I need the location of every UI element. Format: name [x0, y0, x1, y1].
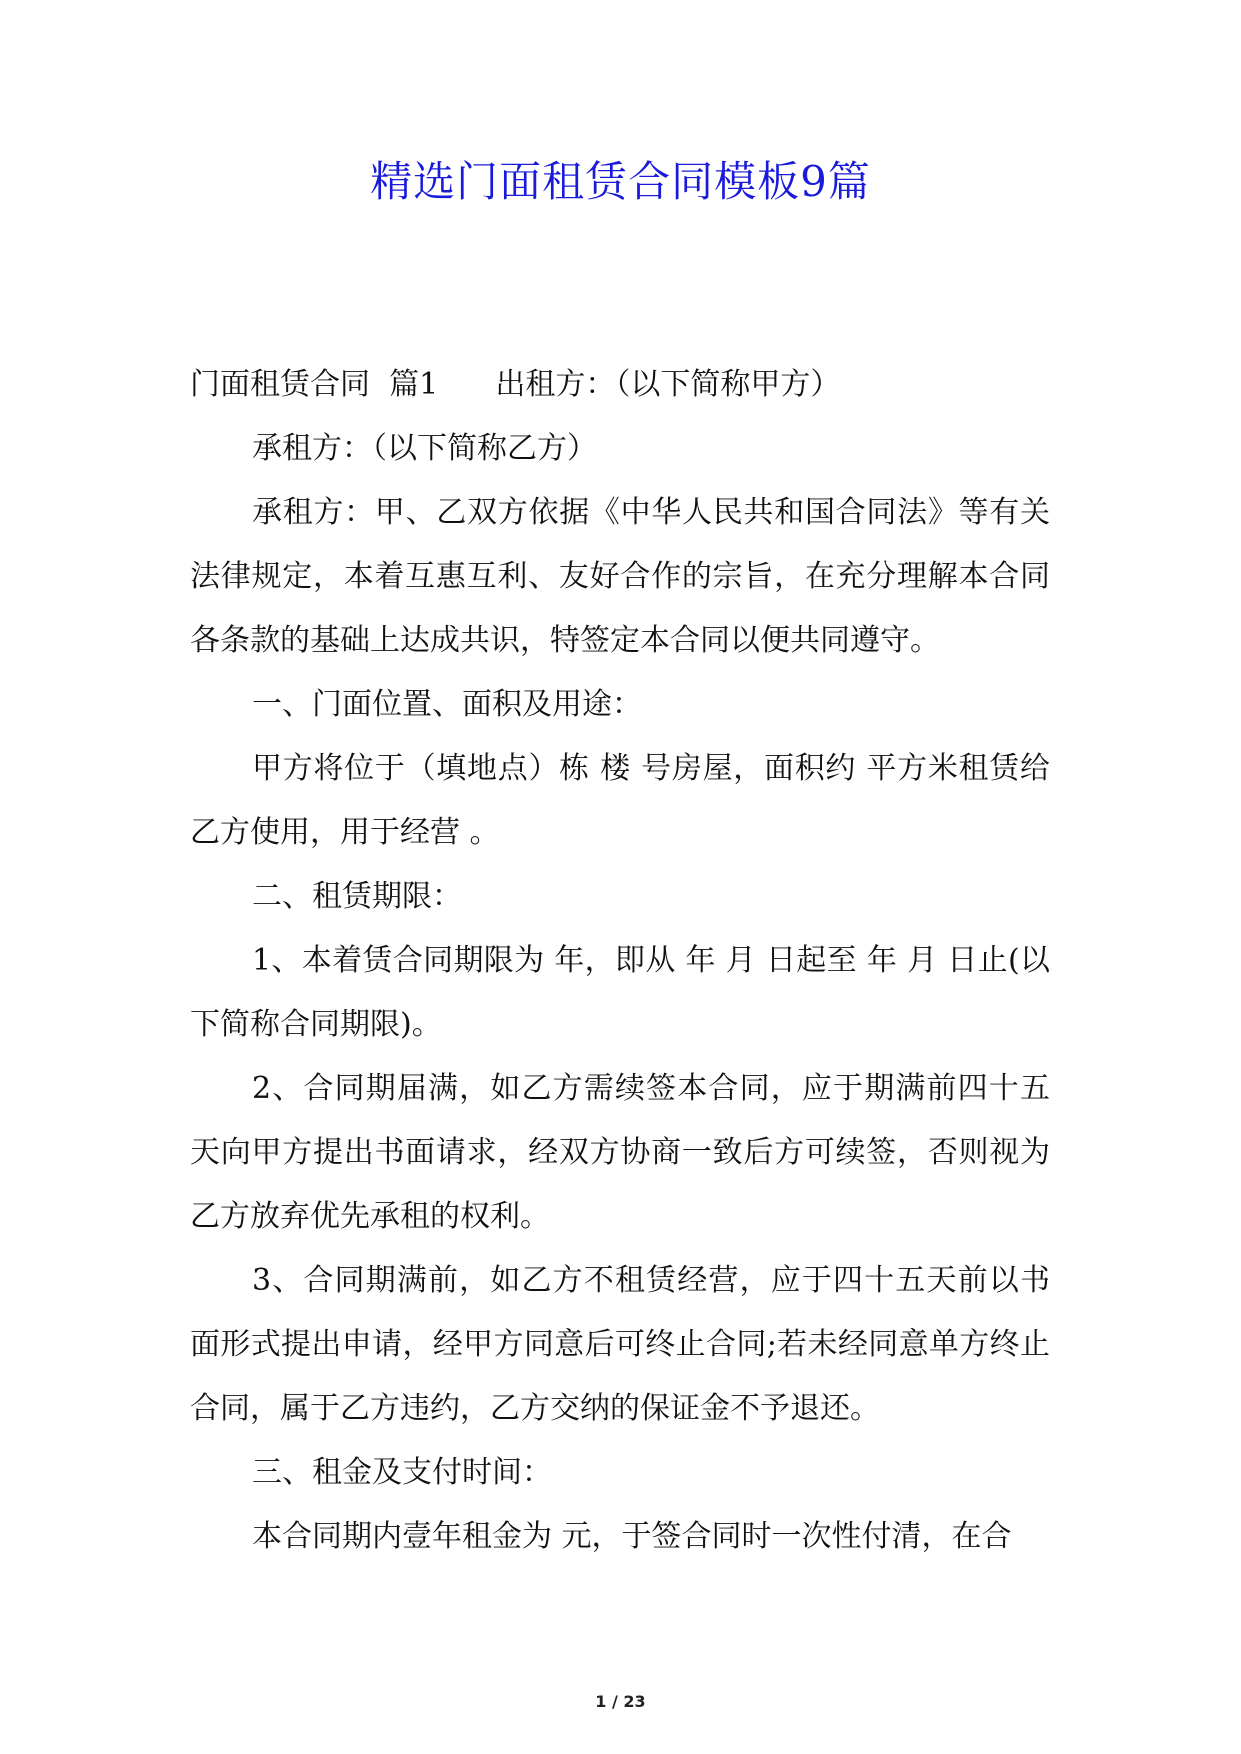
- page-number: 1 / 23: [595, 1692, 646, 1711]
- paragraph-location: 甲方将位于（填地点）栋 楼 号房屋，面积约 平方米租赁给乙方使用，用于经营 。: [190, 751, 1050, 850]
- paragraph-rent: 本合同期内壹年租金为 元，于签合同时一次性付清，在合: [252, 1519, 1012, 1554]
- paragraph-preamble: 承租方：甲、乙双方依据《中华人民共和国合同法》等有关法律规定，本着互惠互利、友好合作的宗旨，在充分理解本合同各条款的基础上达成共识，特签定本合同以便共同遵守。: [190, 495, 1050, 658]
- section-heading-rent: 三、租金及支付时间：: [252, 1455, 552, 1490]
- paragraph-term-2: 2、合同期届满，如乙方需续签本合同，应于期满前四十五天向甲方提出书面请求，经双方协商一致后方可续签，否则视为乙方放弃优先承租的权利。: [190, 1071, 1050, 1234]
- paragraph-heading-line: 门面租赁合同 篇1 出租方：（以下简称甲方）: [190, 367, 841, 402]
- paragraph-term-3: 3、合同期满前，如乙方不租赁经营，应于四十五天前以书面形式提出申请，经甲方同意后可终止合同;若未经同意单方终止合同，属于乙方违约，乙方交纳的保证金不予退还。: [190, 1263, 1050, 1426]
- paragraph-term-1: 1、本着赁合同期限为 年，即从 年 月 日起至 年 月 日止(以下简称合同期限)。: [190, 943, 1050, 1042]
- section-heading-location: 一、门面位置、面积及用途：: [252, 687, 642, 722]
- document-body: [190, 353, 1050, 1569]
- document-title: 精选门面租赁合同模板9篇: [370, 157, 871, 206]
- section-heading-term: 二、租赁期限：: [252, 879, 462, 914]
- paragraph-lessee: 承租方：（以下简称乙方）: [252, 431, 597, 466]
